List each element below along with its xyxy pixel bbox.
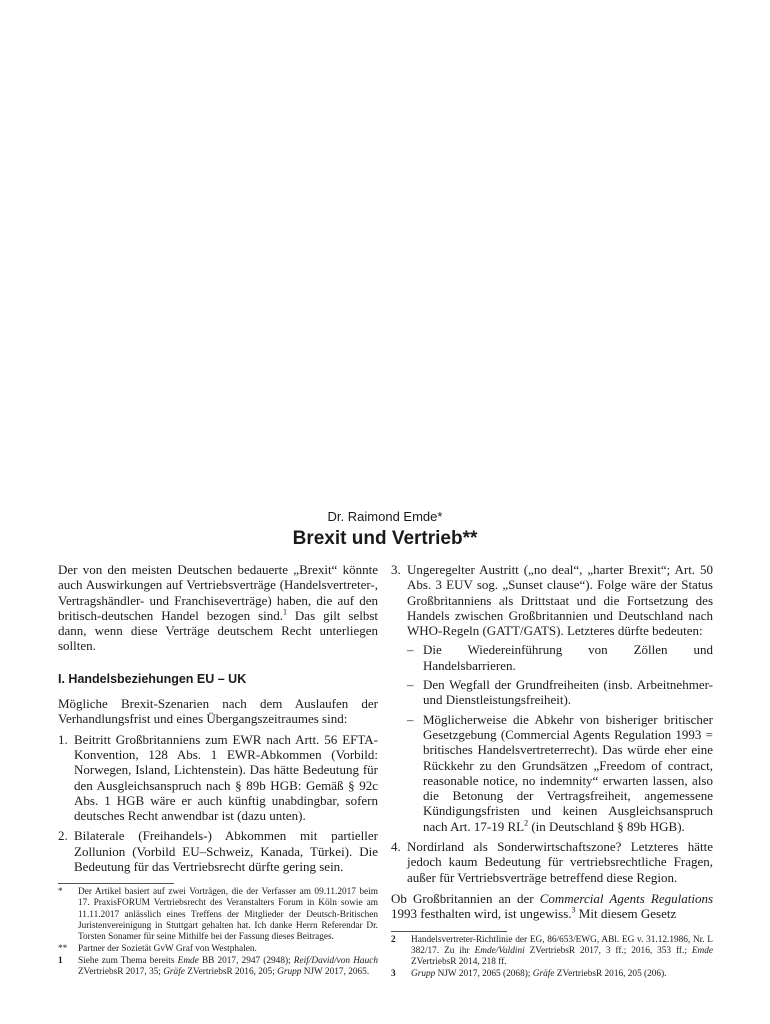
footnote-ref-3[interactable]: 3 [571, 905, 576, 915]
dash-item: – Den Wegfall der Grundfreiheiten (insb. Arbeitnehmer- und Dienstleistungsfreiheit). [407, 677, 713, 708]
footnote-ref-1[interactable]: 1 [282, 607, 287, 617]
footnote: ** Partner der Sozietät GvW Graf von Westphalen. [58, 943, 257, 954]
list-number: 3. [391, 562, 401, 577]
right-column [391, 562, 713, 980]
footnote-divider [58, 883, 174, 884]
closing-paragraph: Ob Großbritannien an der Commercial Agents Regulations 1993 festhalten wird, ist ungewiss.$^3$ Mit diesem Gesetz [391, 890, 713, 922]
list-item: 2. Bilaterale (Freihandels-) Abkommen mit partieller Zollunion (Vorbild EU–Schweiz, Kanada, Türkei). Die Bedeutung für das Vertriebsrecht dürfte gering sein. [58, 828, 378, 875]
author-name: Dr. Raimond Emde* [327, 509, 443, 524]
list-item: 1. Beitritt Großbritanniens zum EWR nach Artt. 56 EFTA-Konvention, 128 Abs. 1 EWR-Abkommen (Vorbild: Norwegen, Island, Lichtenstein). Das hätte Bedeutung für den Ausgleichsanspruch nach § 89b HGB: Gemäß § 92c Abs. 1 HGB wäre er auch künftig unabdingbar, sofern deutsches Recht anwendbar ist (dazu unten). [58, 731, 378, 824]
list-number: 4. [391, 839, 401, 855]
footnote-divider [391, 931, 507, 932]
scenario-intro-paragraph: Mögliche Brexit-Szenarien nach dem Auslaufen der Verhandlungsfrist und eines Übergangszeitraumes sind: [58, 696, 378, 727]
dash-item: – Die Wiedereinführung von Zöllen und Handelsbarrieren. [407, 642, 713, 673]
footnote: 1 Siehe zum Thema bereits Emde BB 2017, 2947 (2948); Reif/David/von Hauch ZVertriebsR 2017, 35; Gräfe ZVertriebsR 2016, 205; Grupp NJW 2017, 2065. [58, 955, 379, 977]
dash-item: – Möglicherweise die Abkehr von bisheriger britischer Gesetzgebung (Commercial Agents Regulation 1993 = britisches Handelsvertreterrecht). Das würde eher eine Rückkehr zu den Grundsätzen „Freedom of contract, reasonable notice, no indemnity“ erwarten lassen, also die Betonung der Vertragsfreiheit, angemessene Kündigungsfristen und keinen Ausgleichsanspruch nach Art. 17-19 $RL^2$ (in Deutschland § 89b HGB). [407, 711, 713, 834]
footnote: 2 Handelsvertreter-Richtlinie der EG, 86/653/EWG, ABl. EG v. 31.12.1986, Nr. L 382/17. Zu ihr Emde/Valdini ZVertriebsR 2017, 3 ff.; 2016, 353 ff.; Emde ZVertriebsR 2014, 218 ff. [391, 934, 714, 967]
footnote: * Der Artikel basiert auf zwei Vorträgen, die der Verfasser am 09.11.2017 beim 17. PraxisFORUM Vertriebsrecht des Veranstalters Forum in Köln sowie am 11.11.2017 anlässlich eines Treffens der Mitglieder der Deutsch-Britischen Juristenvereinigung in Stuttgart gehalten hat. Ich danke Herrn Referendar Dr. Torsten Sonamer für seine Mithilfe bei der Fassung dieses Beitrages. [58, 887, 378, 942]
list-number: 1. [58, 731, 68, 747]
footnote: 3 Grupp NJW 2017, 2065 (2068); Gräfe ZVertriebsR 2016, 205 (206). [391, 968, 667, 979]
list-number: 2. [58, 828, 68, 844]
list-item: 3. Ungeregelter Austritt („no deal“, „harter Brexit“; Art. 50 Abs. 3 EUV sog. „Sunset clause“). Folge wäre der Status Großbritanniens als Drittstaat und die Fortsetzung des Handels zwischen Großbritannien und Deutschland nach WHO-Regeln (GATT/GATS). Letzteres dürfte bedeuten: [391, 562, 713, 639]
list-item: 4. Nordirland als Sonderwirtschaftszone? Letzteres hätte jedoch kaum Bedeutung für vertriebsrechtliche Fragen, außer für Vertriebsverträge betreffend diese Region. [391, 839, 713, 885]
footnote-ref-2[interactable]: 2 [524, 818, 529, 828]
article-title: Brexit und Vertrieb** [292, 528, 478, 549]
intro-paragraph: Der von den meisten Deutschen bedauerte „Brexit“ könnte auch Auswirkungen auf Vertriebsverträge (Handelsvertreter-, Vertragshändler- und Franchiseverträge) haben, die auf den britisch-deutschen Handel bezogen sind.$^1$ Das gilt selbst dann, wenn diese Verträge deutschem Recht unterliegen sollten. [58, 562, 378, 654]
section-heading: I. Handelsbeziehungen EU – UK [58, 671, 247, 686]
dash-list [391, 642, 713, 834]
left-column [58, 562, 378, 978]
